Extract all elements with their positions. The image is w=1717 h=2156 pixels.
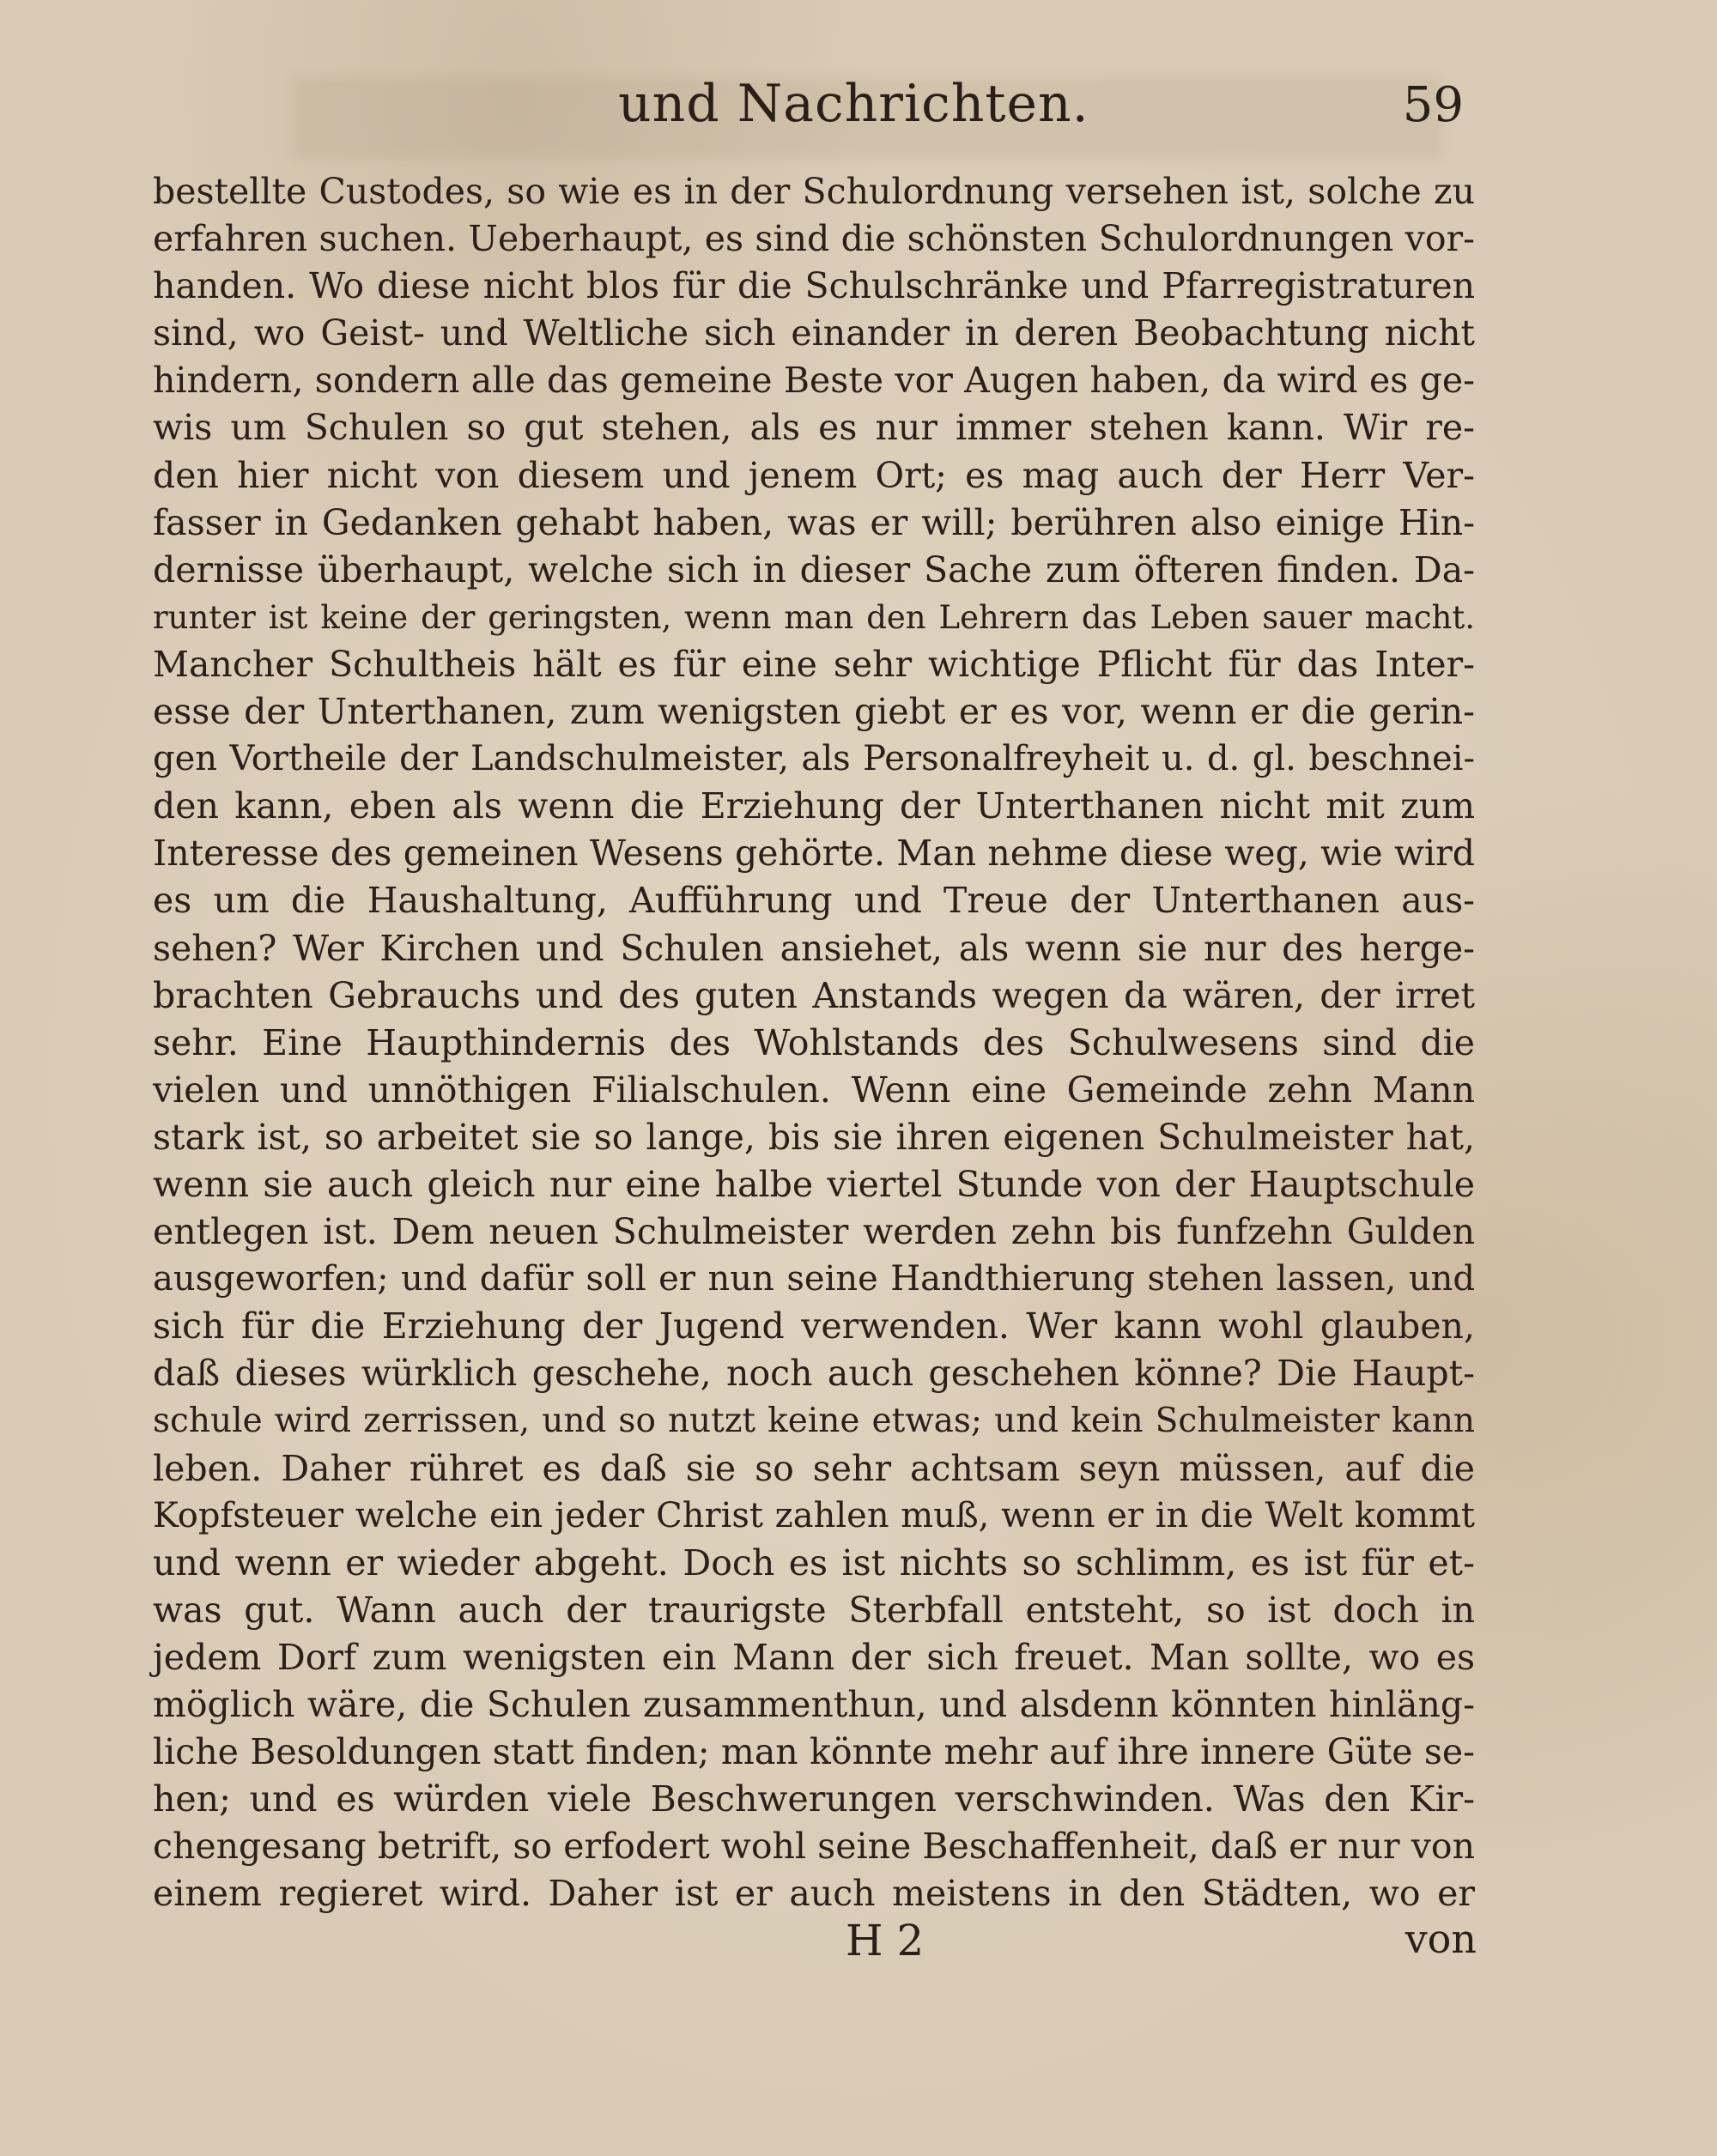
text-line: brachten Gebrauchs und des guten Anstands wegen da wären, der irret xyxy=(153,974,1475,1016)
text-line: hindern, sondern alle das gemeine Beste vor Augen haben, da wird es ge- xyxy=(153,360,1475,402)
text-line: schule wird zerrissen, und so nutzt keine etwas; und kein Schulmeister kann xyxy=(153,1402,1475,1441)
body-text xyxy=(153,168,1475,1917)
text-line: daß dieses würklich geschehe, noch auch geschehen könne? Die Haupt- xyxy=(153,1353,1475,1395)
running-head: und Nachrichten. xyxy=(618,74,1089,134)
text-line: erfahren suchen. Ueberhaupt, es sind die schönsten Schulordnungen vor- xyxy=(153,218,1475,260)
text-line: chengesang betrift, so erfodert wohl seine Beschaffenheit, daß er nur von xyxy=(153,1826,1475,1868)
text-line: entlegen ist. Dem neuen Schulmeister werden zehn bis funfzehn Gulden xyxy=(153,1211,1475,1253)
text-line: sind, wo Geist- und Weltliche sich einander in deren Beobachtung nicht xyxy=(153,312,1475,354)
text-line: vielen und unnöthigen Filialschulen. Wenn eine Gemeinde zehn Mann xyxy=(153,1069,1475,1111)
text-line: einem regieret wird. Daher ist er auch meistens in den Städten, wo er xyxy=(153,1873,1475,1915)
page-number: 59 xyxy=(1402,77,1464,133)
text-line: und wenn er wieder abgeht. Doch es ist nichts so schlimm, es ist für et- xyxy=(153,1541,1475,1584)
text-line: Interesse des gemeinen Wesens gehörte. Man nehme diese weg, wie wird xyxy=(153,833,1475,875)
page-footer xyxy=(150,1916,1477,1984)
text-line: Kopfsteuer welche ein jeder Christ zahlen muß, wenn er in die Welt kommt xyxy=(153,1495,1475,1535)
text-line: den hier nicht von diesem und jenem Ort; es mag auch der Herr Ver- xyxy=(153,454,1475,496)
signature-mark: H 2 xyxy=(846,1916,925,1965)
text-line: jedem Dorf zum wenigsten ein Mann der sich freuet. Man sollte, wo es xyxy=(153,1636,1475,1678)
text-line: wis um Schulen so gut stehen, als es nur immer stehen kann. Wir re- xyxy=(153,407,1475,449)
text-line: handen. Wo diese nicht blos für die Schulschränke und Pfarregistraturen xyxy=(153,265,1475,307)
text-line: sehr. Eine Haupthindernis des Wohlstands des Schulwesens sind die xyxy=(153,1021,1475,1063)
text-line: es um die Haushaltung, Aufführung und Treue der Unterthanen aus- xyxy=(153,880,1475,922)
text-line: liche Besoldungen statt finden; man könnte mehr auf ihre innere Güte se- xyxy=(153,1731,1475,1773)
text-line: dernisse überhaupt, welche sich in dieser Sache zum öfteren finden. Da- xyxy=(153,548,1475,590)
text-line: stark ist, so arbeitet sie so lange, bis sie ihren eigenen Schulmeister hat, xyxy=(153,1116,1475,1158)
text-line: möglich wäre, die Schulen zusammenthun, und alsdenn könnten hinläng- xyxy=(153,1684,1475,1725)
text-line: Mancher Schultheis hält es für eine sehr wichtige Pflicht für das Inter- xyxy=(153,643,1475,685)
text-line: was gut. Wann auch der traurigste Sterbfall entsteht, so ist doch in xyxy=(153,1589,1475,1631)
text-line: esse der Unterthanen, zum wenigsten giebt er es vor, wenn er die gerin- xyxy=(153,691,1475,733)
text-line: bestellte Custodes, so wie es in der Schulordnung versehen ist, solche zu xyxy=(153,171,1475,212)
page-header xyxy=(150,74,1472,151)
text-line: runter ist keine der geringsten, wenn man den Lehrern das Leben sauer macht. xyxy=(153,598,1475,636)
text-line: den kann, eben als wenn die Erziehung der Unterthanen nicht mit zum xyxy=(153,785,1475,827)
text-line: fasser in Gedanken gehabt haben, was er will; berühren also einige Hin- xyxy=(153,501,1475,543)
text-line: hen; und es würden viele Beschwerungen verschwinden. Was den Kir- xyxy=(153,1778,1475,1820)
text-line: wenn sie auch gleich nur eine halbe viertel Stunde von der Hauptschule xyxy=(153,1163,1475,1205)
text-line: gen Vortheile der Landschulmeister, als Personalfreyheit u. d. gl. beschnei- xyxy=(153,739,1475,779)
text-line: leben. Daher rühret es daß sie so sehr achtsam seyn müssen, auf die xyxy=(153,1447,1475,1489)
text-line: ausgeworfen; und dafür soll er nun seine Handthierung stehen lassen, und xyxy=(153,1259,1475,1299)
text-line: sehen? Wer Kirchen und Schulen ansiehet, als wenn sie nur des herge- xyxy=(153,927,1475,969)
catchword: von xyxy=(1405,1916,1477,1962)
text-line: sich für die Erziehung der Jugend verwenden. Wer kann wohl glauben, xyxy=(153,1305,1475,1348)
